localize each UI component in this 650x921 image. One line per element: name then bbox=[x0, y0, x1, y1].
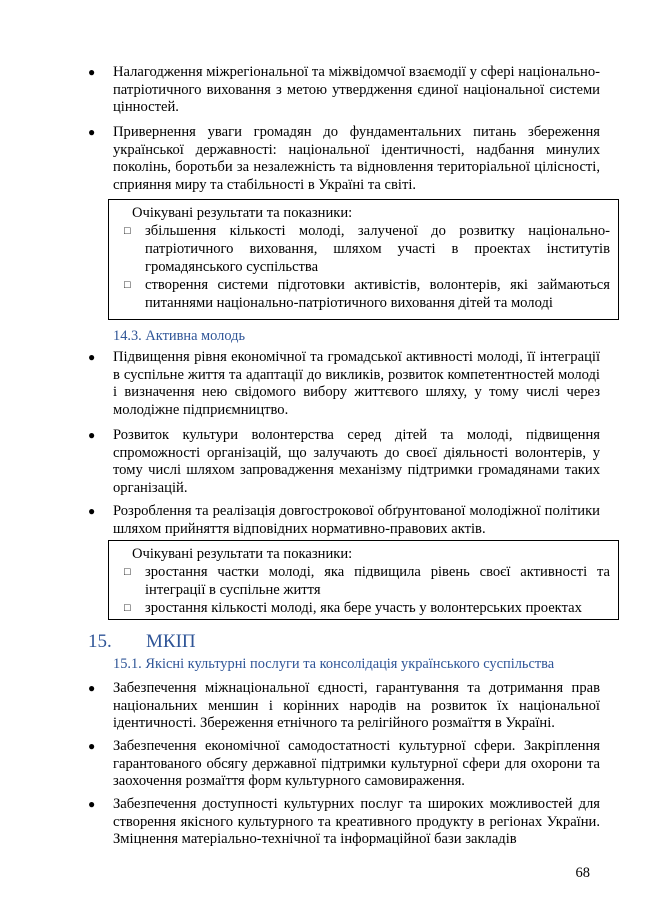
paragraph-text: Підвищення рівня економічної та громадської активності молоді, її інтеграції в суспільне життя та адаптації до викликів, розвиток компетентностей молоді і визначення нею свідомого вибору життєвого шляху, у тому числі через молодіжне підприємництво. bbox=[113, 349, 600, 418]
bullet-icon: ● bbox=[88, 739, 96, 753]
result-item bbox=[117, 599, 610, 617]
checkbox-icon: □ bbox=[124, 602, 131, 614]
list-item bbox=[88, 349, 600, 419]
paragraph-text: Розроблення та реалізація довгострокової обґрунтованої молодіжної політики шляхом прийняття відповідних нормативно-правових актів. bbox=[113, 503, 600, 537]
result-item bbox=[117, 563, 610, 599]
list-item bbox=[88, 427, 600, 497]
bullet-icon: ● bbox=[88, 681, 96, 695]
box-heading: Очікувані результати та показники: bbox=[132, 546, 353, 562]
list-item bbox=[88, 64, 600, 117]
expected-results-box bbox=[108, 540, 619, 620]
section-number: 15. bbox=[88, 631, 112, 652]
section-heading bbox=[88, 631, 196, 653]
result-text: створення системи підготовки активістів, волонтерів, які займаються питаннями національно-патріотичного виховання дітей та молоді bbox=[145, 277, 610, 311]
bullet-icon: ● bbox=[88, 65, 96, 79]
bullet-icon: ● bbox=[88, 125, 96, 139]
result-text: зростання кількості молоді, яка бере участь у волонтерських проектах bbox=[145, 600, 582, 616]
box-heading: Очікувані результати та показники: bbox=[132, 205, 353, 221]
bullet-icon: ● bbox=[88, 350, 96, 364]
list-item bbox=[88, 796, 600, 849]
subsection-heading bbox=[113, 655, 554, 673]
list-item bbox=[88, 503, 600, 538]
list-item bbox=[88, 680, 600, 733]
paragraph-text: Забезпечення міжнаціональної єдності, гарантування та дотримання прав національних меншин і корінних народів на розвиток їх національної ідентичності. Збереження етнічного та релігійного розмаїття в Україні. bbox=[113, 680, 600, 731]
expected-results-box bbox=[108, 199, 619, 320]
paragraph-text: Забезпечення економічної самодостатності культурної сфери. Закріплення гарантованого обсягу державної підтримки культурної сфери для охорони та заохочення розмаїття форм культурного самовираження. bbox=[113, 738, 600, 789]
section-title: МКІП bbox=[146, 631, 196, 652]
subsection-number: 15.1. bbox=[113, 656, 142, 672]
checkbox-icon: □ bbox=[124, 566, 131, 578]
list-item bbox=[88, 738, 600, 791]
checkbox-icon: □ bbox=[124, 225, 131, 237]
paragraph-text: Привернення уваги громадян до фундаментальних питань збереження української державності: національної ідентичності, надбання минулих поколінь, боротьби за незалежність та відновлення територіальної цілісності, сприяння миру та стабільності в Україні та світі. bbox=[113, 124, 600, 193]
result-text: зростання частки молоді, яка підвищила рівень своєї активності та інтеграції в суспільне життя bbox=[145, 564, 610, 598]
list-item bbox=[88, 124, 600, 194]
paragraph-text: Налагодження міжрегіональної та міжвідомчої взаємодії у сфері національно-патріотичного виховання з метою утвердження єдиної національної системи цінностей. bbox=[113, 64, 600, 115]
result-text: збільшення кількості молоді, залученої до розвитку національно-патріотичного виховання, шляхом участі в проектах інститутів громадянського суспільства bbox=[145, 223, 610, 275]
subsection-heading bbox=[113, 327, 245, 345]
bullet-icon: ● bbox=[88, 797, 96, 811]
bullet-icon: ● bbox=[88, 504, 96, 518]
page-number: 68 bbox=[575, 865, 590, 881]
checkbox-icon: □ bbox=[124, 279, 131, 291]
subsection-title: Якісні культурні послуги та консолідація українського суспільства bbox=[145, 656, 555, 672]
bullet-icon: ● bbox=[88, 428, 96, 442]
subsection-number: 14.3. bbox=[113, 328, 142, 344]
subsection-title: Активна молодь bbox=[145, 328, 246, 344]
result-item bbox=[117, 222, 610, 276]
result-item bbox=[117, 276, 610, 312]
paragraph-text: Розвиток культури волонтерства серед дітей та молоді, підвищення спроможності організацій, що залучають до своєї діяльності волонтерів, у тому числі шляхом запровадження механізму підтримки громадянами таких організацій. bbox=[113, 427, 600, 496]
paragraph-text: Забезпечення доступності культурних послуг та широких можливостей для створення якісного культурного та креативного продукту в регіонах України. Зміцнення матеріально-технічної та інформаційної бази закладів bbox=[113, 796, 600, 847]
